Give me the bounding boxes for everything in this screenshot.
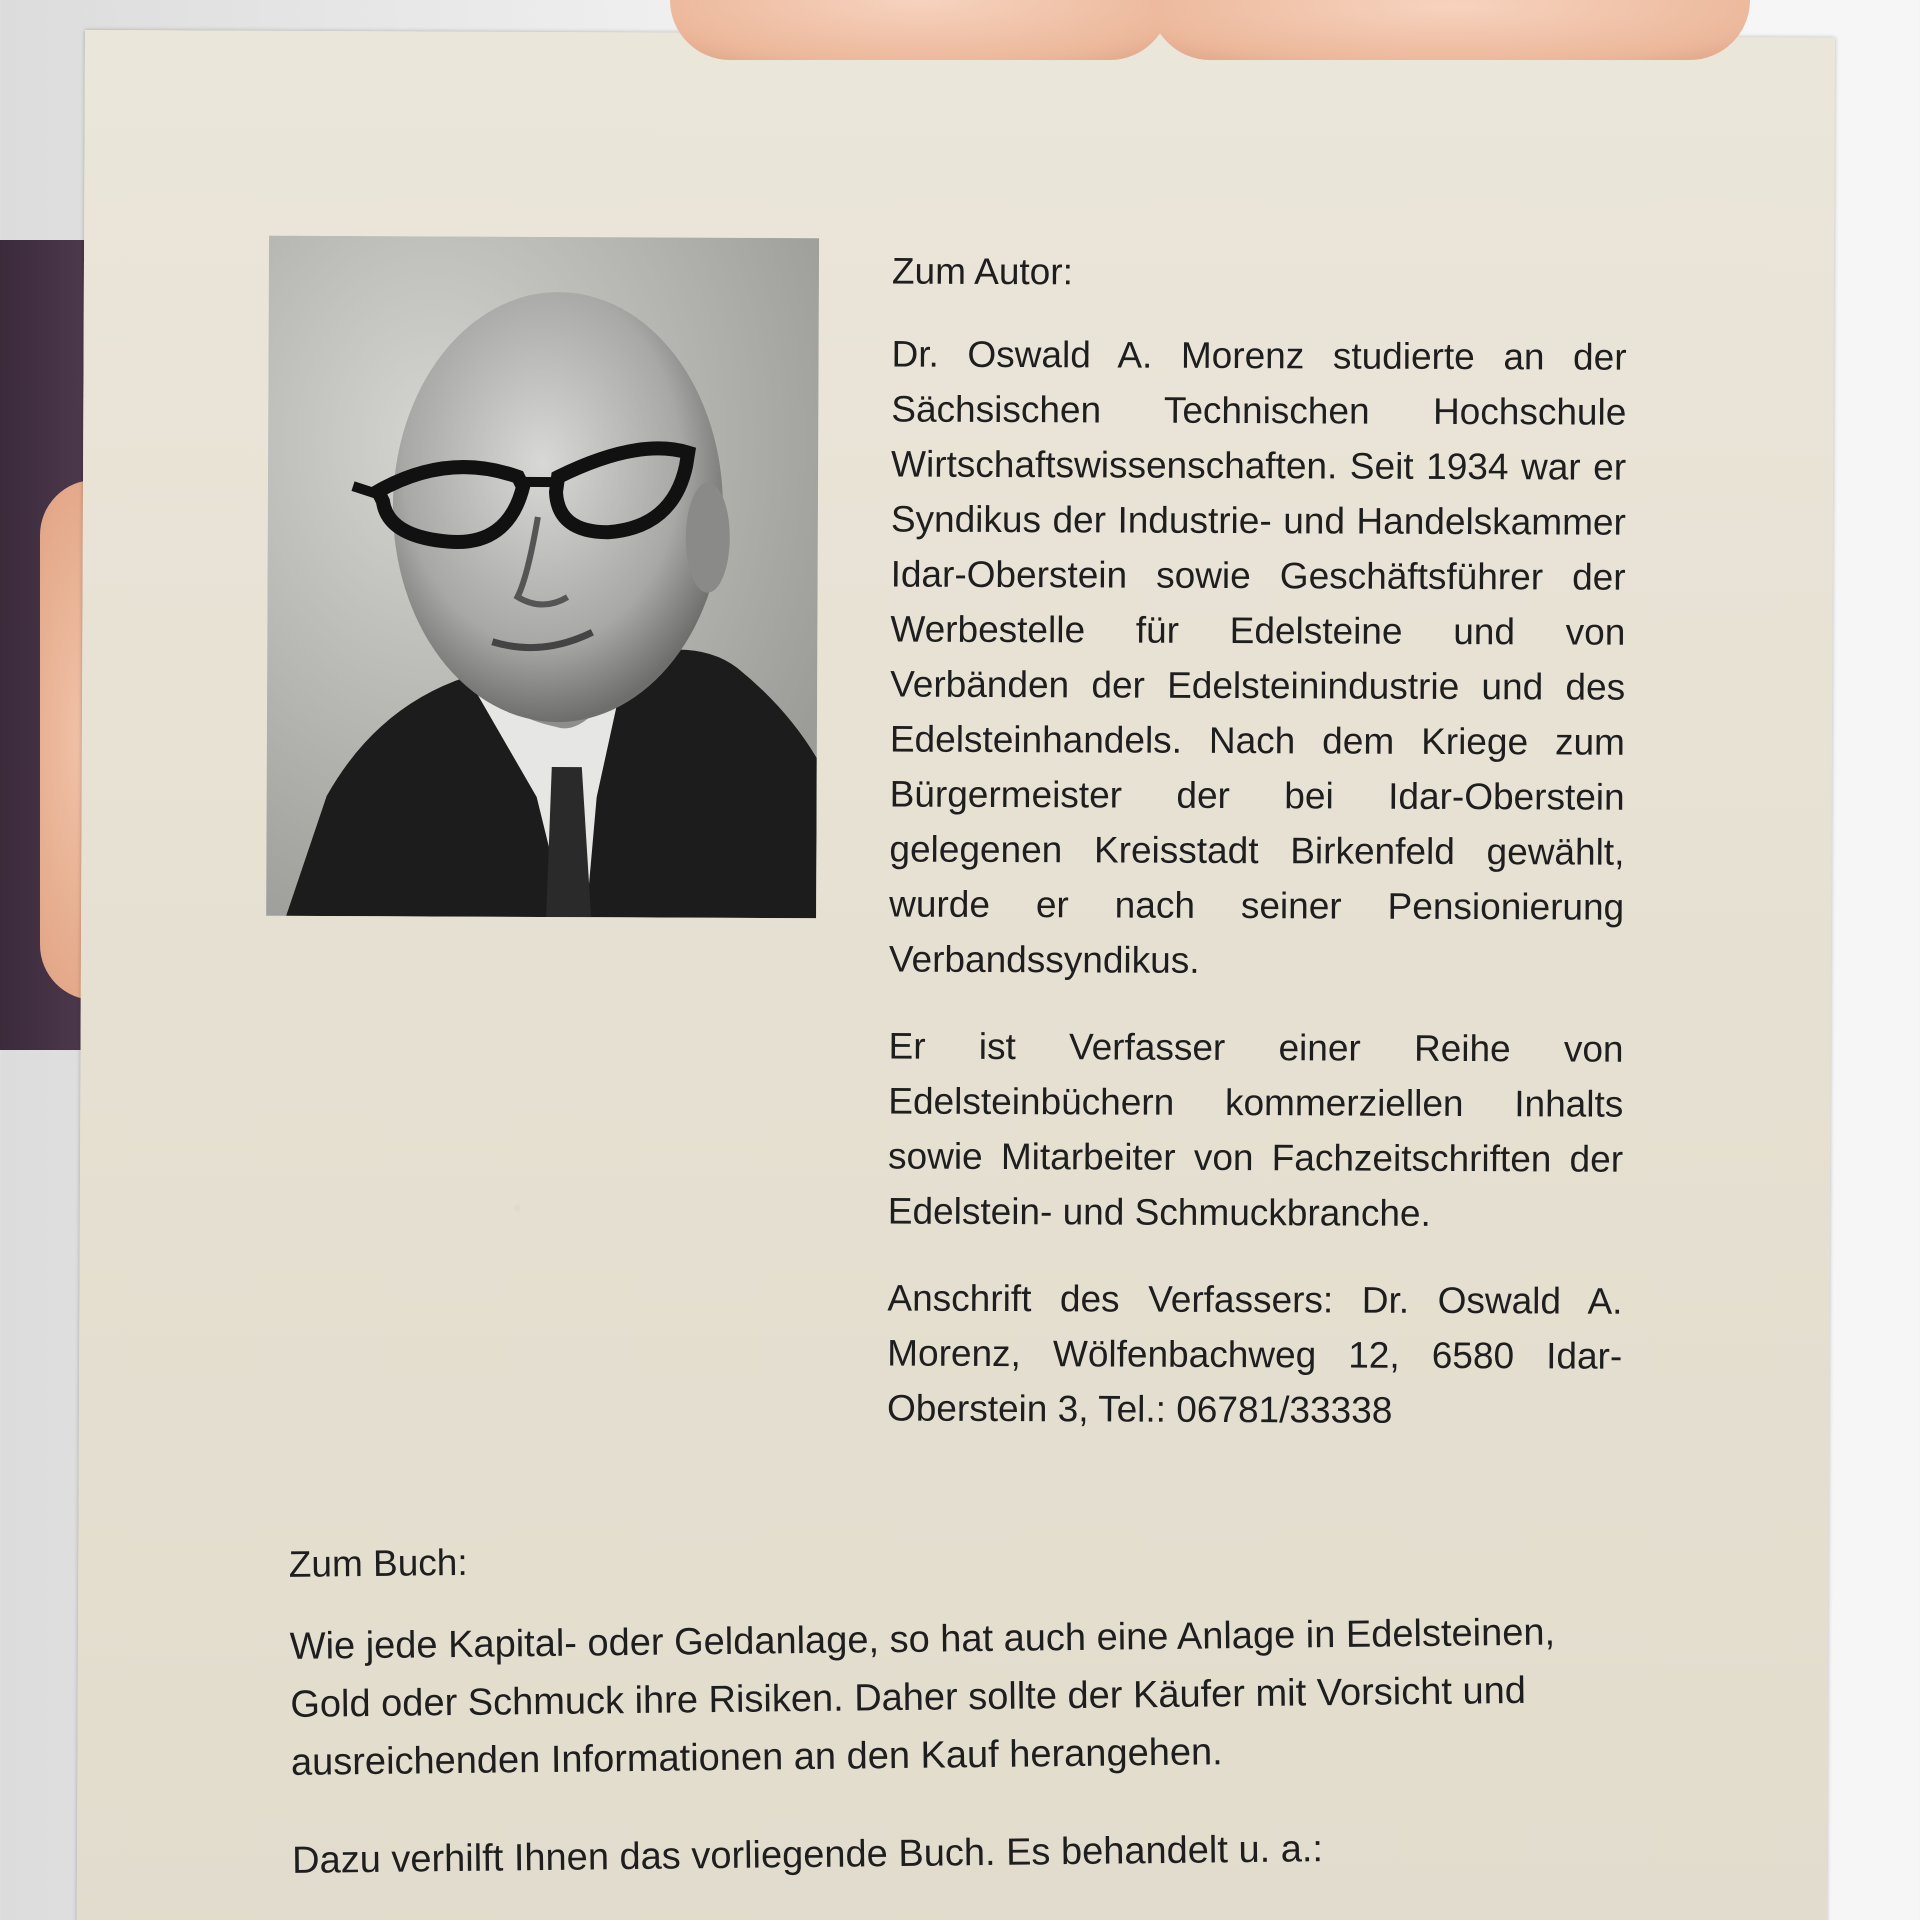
author-address-paragraph: Anschrift des Verfassers: Dr. Oswald A. Morenz, Wölfenbachweg 12, 6580 Idar-Oberstein 3, Tel.: 06781/33338 <box>886 1277 1623 1431</box>
book-intro-paragraph: Wie jede Kapital- oder Geldanlage, so hat auch eine Anlage in Edelsteinen, Gold oder Schmuck ihre Risiken. Daher sollte der Käufer mit Vorsicht und ausreichenden Informationen an den Kauf herangehen. <box>289 1611 1556 1784</box>
book-section <box>288 1521 1642 1920</box>
author-bio-paragraph: Dr. Oswald A. Morenz studierte an der Sächsischen Technischen Hochschule Wirtschaftswissenschaften. Seit 1934 war er Syndikus der Industrie- und Handelskammer Idar-Oberstein sowie Geschäftsführer der Werbestelle für Edelsteine und von Verbänden der Edelsteinindustrie und des Edelsteinhandels. Nach dem Kriege zum Bürgermeister der bei Idar-Oberstein gelegenen Kreisstadt Birkenfeld gewählt, wurde er nach seiner Pensionierung Verbandssyndikus. <box>888 333 1627 981</box>
book-contents-paragraph: Dazu verhilft Ihnen das vorliegende Buch. Es behandelt u. a.: <box>291 1828 1324 1882</box>
author-portrait <box>266 236 819 918</box>
portrait-drawing <box>266 236 819 918</box>
book-back-cover <box>76 30 1835 1920</box>
finger <box>1150 0 1750 60</box>
author-section <box>887 244 1627 1471</box>
author-works-paragraph: Er ist Verfasser einer Reihe von Edelsteinbüchern kommerziellen Inhalts sowie Mitarbeiter von Fachzeitschriften der Edelstein- und Schmuckbranche. <box>887 1025 1624 1234</box>
author-heading: Zum Autor: <box>891 250 1073 293</box>
book-heading: Zum Buch: <box>288 1541 468 1585</box>
finger <box>670 0 1170 60</box>
